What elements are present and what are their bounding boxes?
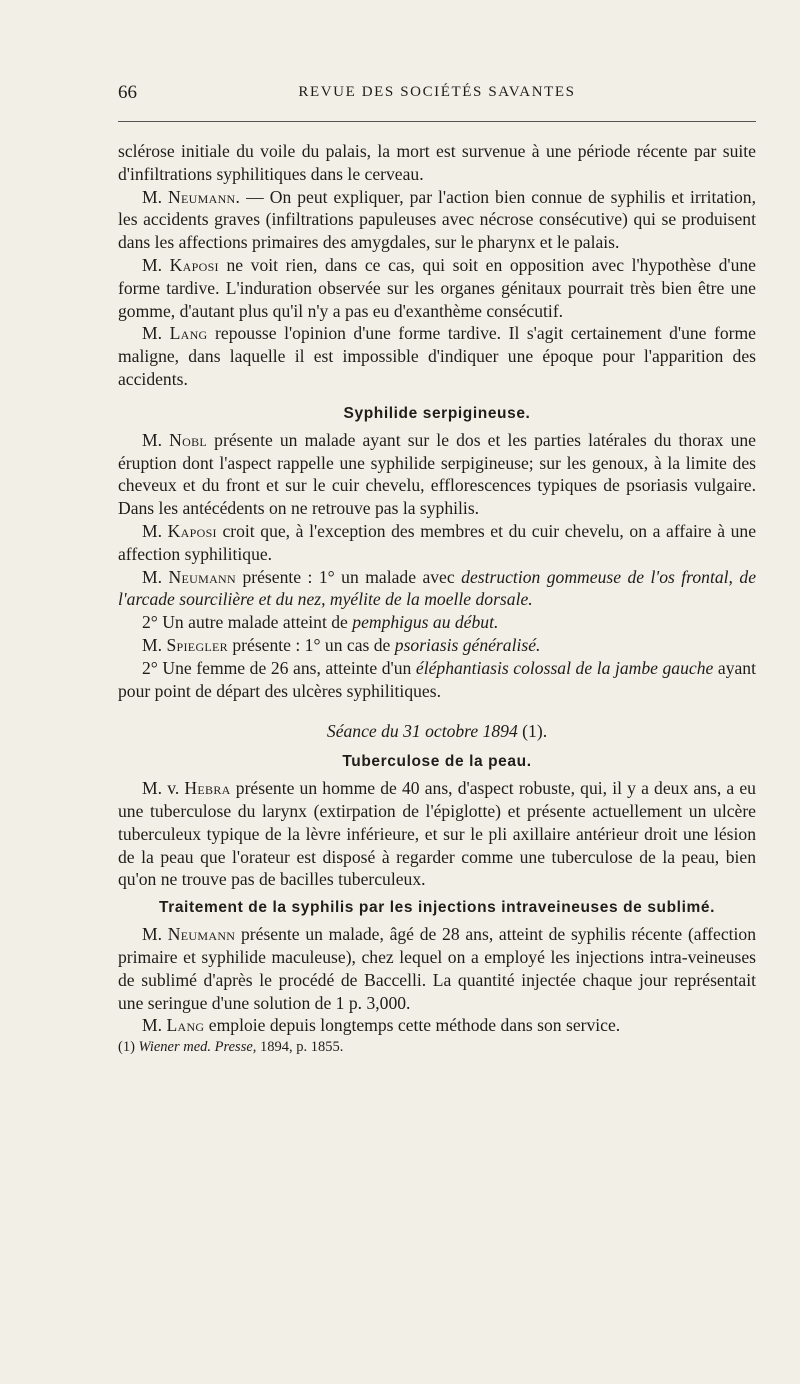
- speaker-name: Hebra: [184, 778, 231, 799]
- paragraph: sclérose initiale du voile du palais, la mort est survenue à une période récente par suite d'infiltrations syphilitiques dans le cerveau.: [118, 141, 756, 184]
- section-heading: Traitement de la syphilis par les injections intraveineuses de sublimé.: [158, 899, 715, 917]
- paragraph: M. Kaposi croit que, à l'exception des membres et du cuir chevelu, on a affaire à une affection syphilitique.: [118, 520, 757, 564]
- paragraph: M. Neumann présente : 1° un malade avec destruction gommeuse de l'os frontal, de l'arcade sourcilière et du nez, myélite de la moelle dorsale.: [118, 566, 756, 610]
- page-number: 66: [118, 82, 137, 103]
- paragraph: M. Neumann présente un malade, âgé de 28 ans, atteint de syphilis récente (affection primaire et syphilide maculeuse), chez lequel on a employé les injections intra-veineuses de sublimé d'après le procédé de Baccelli. La quantité injectée chaque jour représentait une seringue d'une solution de 1 p. 3,000.: [118, 924, 756, 1013]
- section-heading: Syphilide serpigineuse.: [343, 404, 531, 422]
- paragraph: M. Lang emploie depuis longtemps cette méthode dans son service.: [142, 1015, 621, 1036]
- paragraph: 2° Un autre malade atteint de pemphigus au début.: [142, 612, 499, 633]
- speaker-name: Neumann: [167, 924, 236, 945]
- paragraph: M. Lang repousse l'opinion d'une forme tardive. Il s'agit certainement d'une forme maligne, dans laquelle il est impossible d'indiquer une époque pour l'apparition des accidents.: [118, 323, 756, 389]
- speaker-name: Neumann.: [168, 186, 241, 207]
- speaker-name: Neumann: [168, 566, 236, 587]
- paragraph: M. Spiegler présente : 1° un cas de psoriasis généralisé.: [142, 634, 541, 655]
- footnote: (1) Wiener med. Presse, 1894, p. 1855.: [118, 1039, 344, 1056]
- paragraph: M. Kaposi ne voit rien, dans ce cas, qui soit en opposition avec l'hypothèse d'une forme tardive. L'induration observée sur les organes génitaux pourrait très bien être une gomme, d'autant plus qu'il n'y a pas eu d'exanthème consécutif.: [118, 254, 756, 321]
- paragraph: M. Nobl présente un malade ayant sur le dos et les parties latérales du thorax une éruption dont l'aspect rappelle une syphilide serpigineuse; sur les genoux, à la limite des cheveux et du front et sur le cuir chevelu, efflorescences typiques de psoriasis vulgaire. Dans les antécédents on ne retrouve pas la syphilis.: [118, 429, 756, 519]
- speaker-name: Nobl: [169, 429, 208, 450]
- header-rule: [118, 121, 756, 122]
- speaker-name: Kaposi: [169, 254, 219, 275]
- paragraph: M. v. Hebra présente un homme de 40 ans, d'aspect robuste, qui, il y a deux ans, a eu une tuberculose du larynx (extirpation de l'épiglotte) et présente actuellement un ulcère tuberculeux typique de la lèvre inférieure, et sur le pli axillaire antérieur droit une lésion de la peau que l'orateur est disposé à regarder comme une tuberculose de la peau, bien qu'on ne trouve pas de bacilles tuberculeux.: [118, 778, 756, 890]
- speaker-name: Kaposi: [167, 520, 217, 541]
- section-heading: Tuberculose de la peau.: [342, 753, 532, 771]
- speaker-name: Lang: [166, 1015, 205, 1036]
- speaker-name: Spiegler: [166, 634, 228, 655]
- session-date: Séance du 31 octobre 1894 (1).: [326, 721, 548, 742]
- paragraph: 2° Une femme de 26 ans, atteinte d'un éléphantiasis colossal de la jambe gauche ayant pour point de départ des ulcères syphilitiques.: [118, 657, 756, 701]
- running-title: REVUE DES SOCIÉTÉS SAVANTES: [298, 84, 576, 100]
- article-body: [118, 140, 756, 1057]
- paragraph: M. Neumann. — On peut expliquer, par l'action bien connue de syphilis et irritation, les accidents graves (infiltrations papuleuses avec nécrose consécutive) qui se produisent dans les affections primaires des amygdales, sur le pharynx et le palais.: [118, 186, 757, 253]
- page-header: [118, 82, 756, 110]
- speaker-name: Lang: [169, 323, 208, 344]
